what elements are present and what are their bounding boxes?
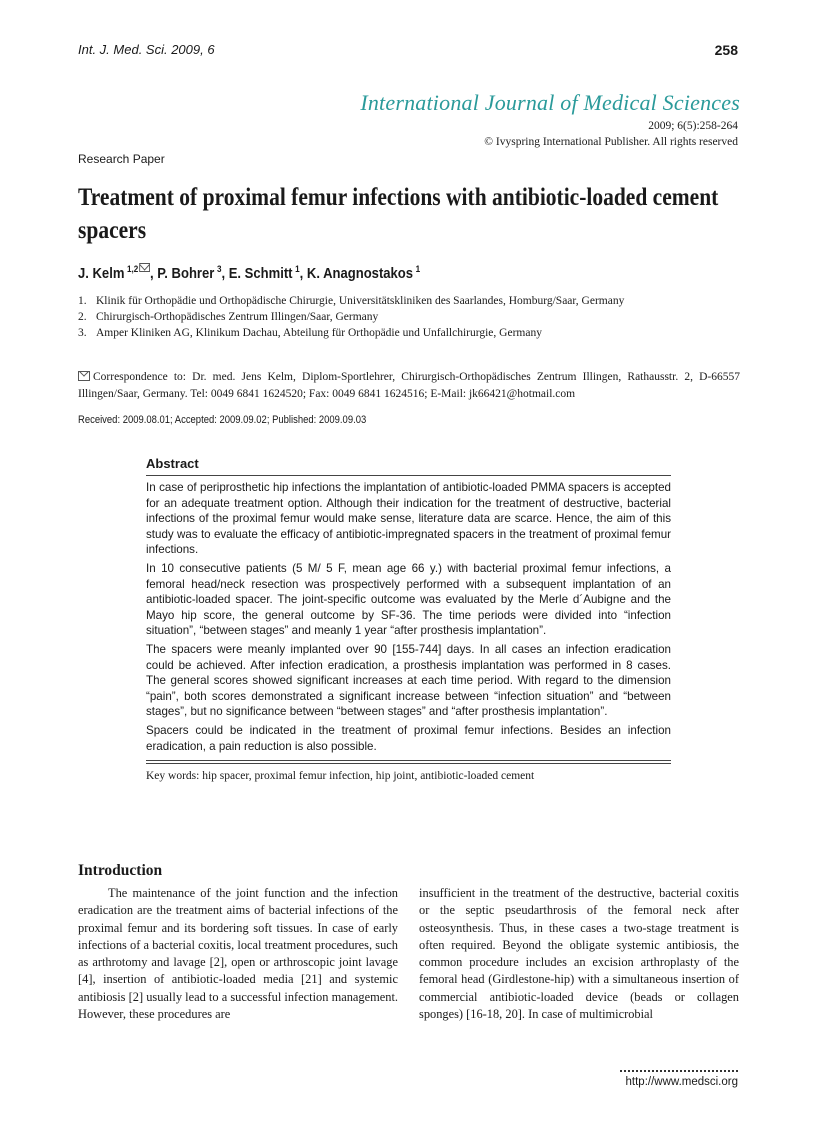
affiliation-number: 1. [78,295,87,307]
abstract-section [146,456,671,782]
affiliation-text: Amper Kliniken AG, Klinikum Dachau, Abteilung für Orthopädie und Unfallchirurgie, Germany [96,327,542,339]
mail-icon [139,263,150,272]
affiliation-item [78,325,624,341]
author-separator: , [299,266,307,282]
abstract-body [146,476,671,760]
envelope-icon [78,371,90,381]
abstract-paragraph: Spacers could be indicated in the treatment of proximal femur infections. Besides an infection eradication, a pain reduction is also possible. [146,723,671,753]
body-paragraph: The maintenance of the joint function and the infection eradication are the treatment aims of bacterial infections of the proximal femur and its bordering soft tissues. In case of early infections of a bacterial coxitis, local treatment procedures, such as arthrotomy and lavage [2], open or arthroscopic joint lavage [4], insertion of antibiotic-loaded media [21] and systemic antibiosis [2] usually lead to a successful infection management. However, these procedures are [78,886,398,1022]
journal-reference: Int. J. Med. Sci. 2009, 6 [78,42,215,57]
abstract-paragraph: In case of periprosthetic hip infections the implantation of antibiotic-loaded PMMA spacers is accepted for an adequate treatment option. Although their indication for the treatment of destructive, bacterial infections of the proximal femur would make sense, literature data are scarce. Hence, the aim of this study was to evaluate the efficacy of antibiotic-impregnated spacers in the treatment of proximal femur infections. [146,481,671,557]
author-affiliation-marker: 1 [415,264,421,275]
author-name: E. Schmitt [228,266,293,282]
keywords: Key words: hip spacer, proximal femur infection, hip joint, antibiotic-loaded cement [146,770,535,783]
citation: 2009; 6(5):258-264 [648,120,738,132]
publication-dates: Received: 2009.08.01; Accepted: 2009.09.02; Published: 2009.09.03 [78,414,367,426]
affiliation-text: Chirurgisch-Orthopädisches Zentrum Illingen/Saar, Germany [96,311,379,323]
journal-name: International Journal of Medical Sciences [360,90,740,115]
article-title: Treatment of proximal femur infections with antibiotic-loaded cement spacers [78,184,719,244]
article-type: Research Paper [78,152,165,166]
introduction-right-column [419,885,739,1023]
affiliation-text: Klinik für Orthopädie und Orthopädische Chirurgie, Universitätskliniken des Saarlandes, Homburg/Saar, Germany [96,295,625,307]
abstract-bottom-rule [146,760,671,764]
abstract-paragraph: In 10 consecutive patients (5 M/ 5 F, mean age 66 y.) with bacterial proximal femur infections, a femoral head/neck resection was prospectively performed with a subsequent implantation of an antibiotic-loaded spacer. The joint-specific outcome was evaluated by the Merle d´Aubigne and the Mayo hip score, the general outcome by SF-36. The time periods were divided into “infection situation”, “between stages” and meanly 1 year “after prosthesis implantation”. [146,561,671,638]
footer-url[interactable]: http://www.medsci.org [625,1076,738,1088]
author-affiliation-marker: 3 [216,264,222,275]
author-affiliation-marker: 1 [295,264,300,275]
author-separator: , [221,266,229,282]
footer-divider [620,1070,738,1072]
affiliation-number: 2. [78,311,87,323]
affiliation-number: 3. [78,327,87,339]
correspondence [78,369,740,403]
affiliation-item [78,309,624,325]
abstract-heading: Abstract [146,456,199,471]
author-name: K. Anagnostakos [306,266,414,282]
body-paragraph: insufficient in the treatment of the destructive, bacterial coxitis or the septic pseudarthrosis of the femoral neck after osteosynthesis. Thus, in these cases a two-stage treatment is often required. Beyond the obligate systemic antibiosis, the common procedure includes an excision arthroplasty of the femoral head (Girdlestone-hip) with a simultaneous insertion of commercial antibiotic-loaded device (beads or collagen sponges) [16-18, 20]. In case of multimicrobial [419,886,739,1022]
copyright: © Ivyspring International Publisher. All rights reserved [484,136,738,148]
abstract-paragraph: The spacers were meanly implanted over 90 [155-744] days. In all cases an infection eradication could be achieved. After infection eradication, a prosthesis implantation was performed in 8 cases. The general scores showed significant increases at each time period. With regard to the dimension “pain”, both scores demonstrated a significant increase between “infection situation” and “between stages”, but no significance between “between stages” and “after prosthesis implantation”. [146,642,671,719]
author-name: J. Kelm [78,266,125,282]
introduction-left-column [78,885,398,1023]
author-name: P. Bohrer [157,266,215,282]
author-separator: , [150,266,158,282]
page-number: 258 [714,42,738,58]
author-list [78,263,420,282]
affiliation-list [78,293,624,341]
introduction-heading: Introduction [78,862,163,879]
author-affiliation-marker: 1,2 [127,264,139,275]
affiliation-item [78,293,624,309]
correspondence-text: Correspondence to: Dr. med. Jens Kelm, Diplom-Sportlehrer, Chirurgisch-Orthopädisches Zentrum Illingen, Rathausstr. 2, D-66557 Illingen/Saar, Germany. Tel: 0049 6841 1624520; Fax: 0049 6841 1624516; E-Mail: jk66421@hotmail.com [78,371,740,400]
